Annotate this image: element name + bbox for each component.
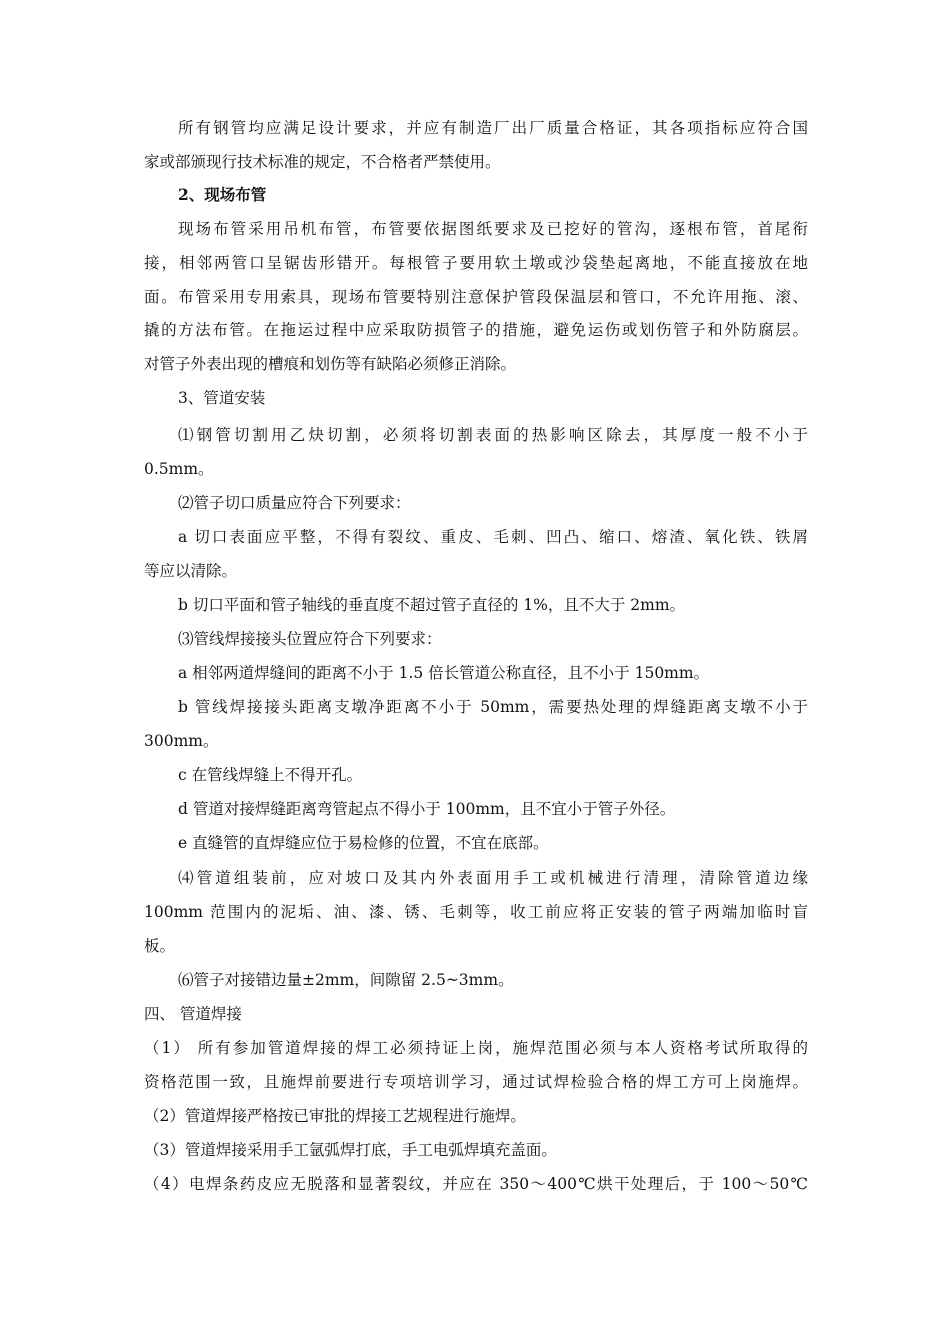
text-line: b 切口平面和管子轴线的垂直度不超过管子直径的 1%，且不大于 2mm。 — [178, 596, 686, 614]
text-line: （1） 所有参加管道焊接的焊工必须持证上岗，施焊范围必须与本人资格考试所取得的 — [144, 1039, 808, 1057]
text-line: 0.5mm。 — [144, 460, 214, 478]
text-line: d 管道对接焊缝距离弯管起点不得小于 100mm，且不宜小于管子外径。 — [178, 800, 676, 818]
text-line: ⑷管道组装前，应对坡口及其内外表面用手工或机械进行清理，清除管道边缘 — [178, 869, 808, 887]
text-line: 所有钢管均应满足设计要求，并应有制造厂出厂质量合格证，其各项指标应符合国 — [178, 119, 808, 137]
text-line: 资格范围一致，且施焊前要进行专项培训学习，通过试焊检验合格的焊工方可上岗施焊。 — [144, 1073, 808, 1091]
section-heading: 四、 管道焊接 — [144, 1005, 242, 1023]
text-line: c 在管线焊缝上不得开孔。 — [178, 766, 363, 784]
text-line: 对管子外表出现的槽痕和划伤等有缺陷必须修正消除。 — [144, 355, 517, 373]
text-line: （3）管道焊接采用手工氩弧焊打底，手工电弧焊填充盖面。 — [144, 1141, 557, 1159]
text-line: （2）管道焊接严格按已审批的焊接工艺规程进行施焊。 — [144, 1107, 526, 1125]
text-line: （4）电焊条药皮应无脱落和显著裂纹，并应在 350～400℃烘干处理后，于 100～50℃ — [144, 1175, 808, 1193]
text-line: a 切口表面应平整，不得有裂纹、重皮、毛刺、凹凸、缩口、熔渣、氧化铁、铁屑 — [178, 528, 808, 546]
text-line: 等应以清除。 — [144, 562, 238, 580]
text-line: 板。 — [144, 937, 176, 955]
text-line: 300mm。 — [144, 732, 219, 750]
text-line: e 直缝管的直焊缝应位于易检修的位置，不宜在底部。 — [178, 834, 549, 852]
text-line: a 相邻两道焊缝间的距离不小于 1.5 倍长管道公称直径，且不小于 150mm。 — [178, 664, 710, 682]
text-line: 面。布管采用专用索具，现场布管要特别注意保护管段保温层和管口，不允许用拖、滚、 — [144, 288, 808, 306]
text-line: 100mm 范围内的泥垢、油、漆、锈、毛刺等，收工前应将正安装的管子两端加临时盲 — [144, 903, 808, 921]
text-line: 撬的方法布管。在拖运过程中应采取防损管子的措施，避免运伤或划伤管子和外防腐层。 — [144, 321, 808, 339]
text-line: ⑵管子切口质量应符合下列要求： — [178, 494, 411, 512]
section-heading: 2、现场布管 — [178, 185, 267, 204]
text-line: 家或部颁现行技术标准的规定，不合格者严禁使用。 — [144, 153, 501, 171]
text-line: 现场布管采用吊机布管，布管要依据图纸要求及已挖好的管沟，逐根布管，首尾衔 — [178, 220, 808, 238]
text-line: ⑹管子对接错边量±2mm，间隙留 2.5~3mm。 — [178, 971, 514, 989]
text-line: ⑶管线焊接接头位置应符合下列要求： — [178, 630, 442, 648]
text-line: 接，相邻两管口呈锯齿形错开。每根管子要用软土墩或沙袋垫起离地，不能直接放在地 — [144, 254, 808, 272]
section-heading: 3、管道安装 — [178, 389, 266, 407]
text-line: ⑴钢管切割用乙炔切割，必须将切割表面的热影响区除去，其厚度一般不小于 — [178, 426, 808, 444]
text-line: b 管线焊接接头距离支墩净距离不小于 50mm，需要热处理的焊缝距离支墩不小于 — [178, 698, 808, 716]
